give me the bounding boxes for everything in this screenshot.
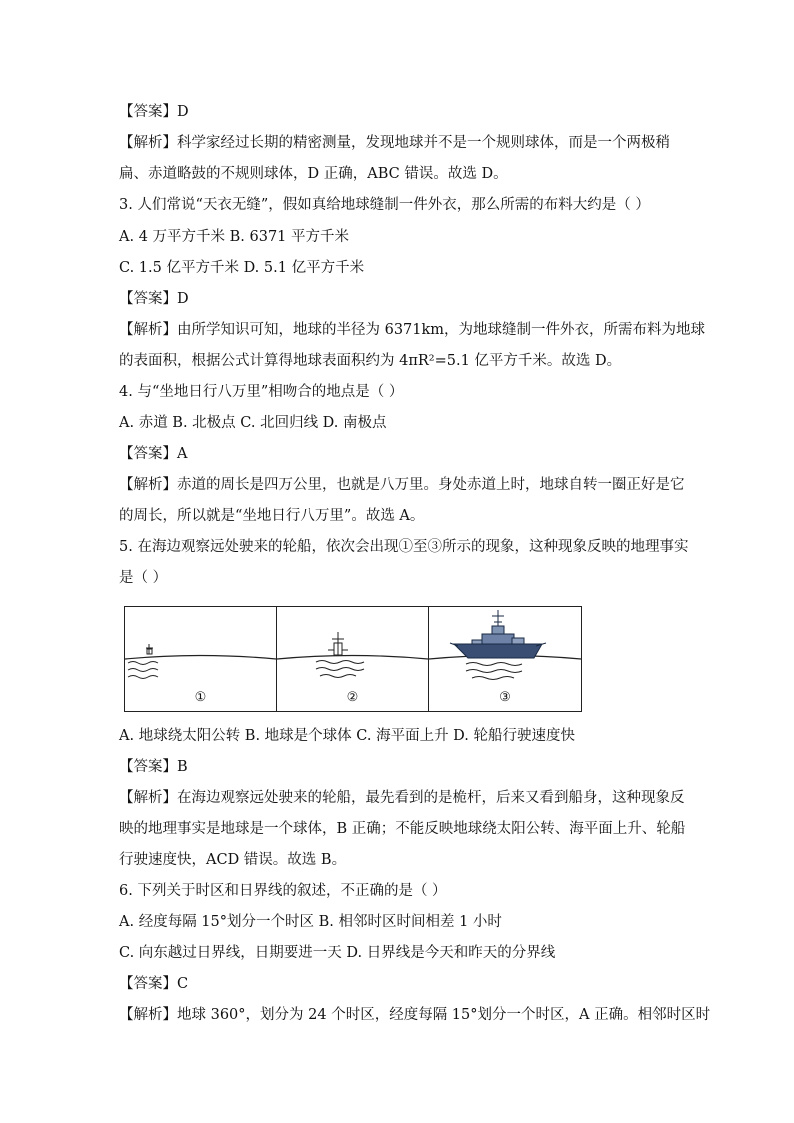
explanation-2-line2: 扁、赤道略鼓的不规则球体，D 正确，ABC 错误。故选 D。 bbox=[119, 166, 508, 182]
question-5-stem-line2: 是（ ） bbox=[119, 570, 168, 586]
ship-approach-figure bbox=[124, 606, 582, 712]
answer-6-line: 【答案】C bbox=[119, 976, 189, 992]
explanation-3-line1: 【解析】由所学知识可知，地球的半径为 6371km，为地球缝制一件外衣，所需布料为地球 bbox=[119, 322, 706, 338]
question-3-options-cd: C. 1.5 亿平方千米 D. 5.1 亿平方千米 bbox=[119, 260, 365, 276]
question-5-options: A. 地球绕太阳公转 B. 地球是个球体 C. 海平面上升 D. 轮船行驶速度快 bbox=[119, 728, 576, 744]
question-3-options-ab: A. 4 万平方千米 B. 6371 平方千米 bbox=[119, 229, 350, 245]
explanation-5-line1: 【解析】在海边观察远处驶来的轮船，最先看到的是桅杆，后来又看到船身，这种现象反 bbox=[119, 790, 685, 806]
question-6-options-ab: A. 经度每隔 15°划分一个时区 B. 相邻时区时间相差 1 小时 bbox=[119, 914, 502, 930]
question-5-stem-line1: 5. 在海边观察远处驶来的轮船，依次会出现①至③所示的现象，这种现象反映的地理事实 bbox=[119, 539, 689, 555]
figure-panel-1 bbox=[124, 606, 277, 712]
question-4-stem: 4. 与“坐地日行八万里”相吻合的地点是（ ） bbox=[119, 384, 404, 400]
question-6-stem: 6. 下列关于时区和日界线的叙述，不正确的是（ ） bbox=[119, 883, 447, 899]
explanation-4-line2: 的周长，所以就是“坐地日行八万里”。故选 A。 bbox=[119, 508, 425, 524]
panel-label-2: ② bbox=[346, 690, 359, 705]
answer-5-line: 【答案】B bbox=[119, 759, 188, 775]
question-4-options: A. 赤道 B. 北极点 C. 北回归线 D. 南极点 bbox=[119, 415, 387, 431]
answer-4-line: 【答案】A bbox=[119, 446, 188, 462]
figure-panel-2 bbox=[276, 606, 429, 712]
answer-3-line: 【答案】D bbox=[119, 291, 189, 307]
explanation-3-line2: 的表面积，根据公式计算得地球表面积约为 4πR²=5.1 亿平方千米。故选 D。 bbox=[119, 353, 622, 369]
explanation-5-line2: 映的地理事实是地球是一个球体，B 正确；不能反映地球绕太阳公转、海平面上升、轮船 bbox=[119, 821, 686, 837]
panel-label-3: ③ bbox=[499, 690, 511, 705]
question-3-stem: 3. 人们常说“天衣无缝”，假如真给地球缝制一件外衣，那么所需的布料大约是（ ） bbox=[119, 197, 650, 213]
explanation-4-line1: 【解析】赤道的周长是四万公里，也就是八万里。身处赤道上时，地球自转一圈正好是它 bbox=[119, 477, 685, 493]
explanation-2-line1: 【解析】科学家经过长期的精密测量，发现地球并不是一个规则球体，而是一个两极稍 bbox=[119, 135, 670, 151]
explanation-5-line3: 行驶速度快，ACD 错误。故选 B。 bbox=[119, 852, 347, 868]
figure-panel-3 bbox=[428, 606, 582, 712]
explanation-6-line1: 【解析】地球 360°，划分为 24 个时区，经度每隔 15°划分一个时区，A 正确。相邻时区时 bbox=[119, 1007, 711, 1023]
panel-label-1: ① bbox=[194, 690, 207, 705]
question-6-options-cd: C. 向东越过日界线，日期要进一天 D. 日界线是今天和昨天的分界线 bbox=[119, 945, 556, 961]
answer-2-line: 【答案】D bbox=[119, 104, 189, 120]
